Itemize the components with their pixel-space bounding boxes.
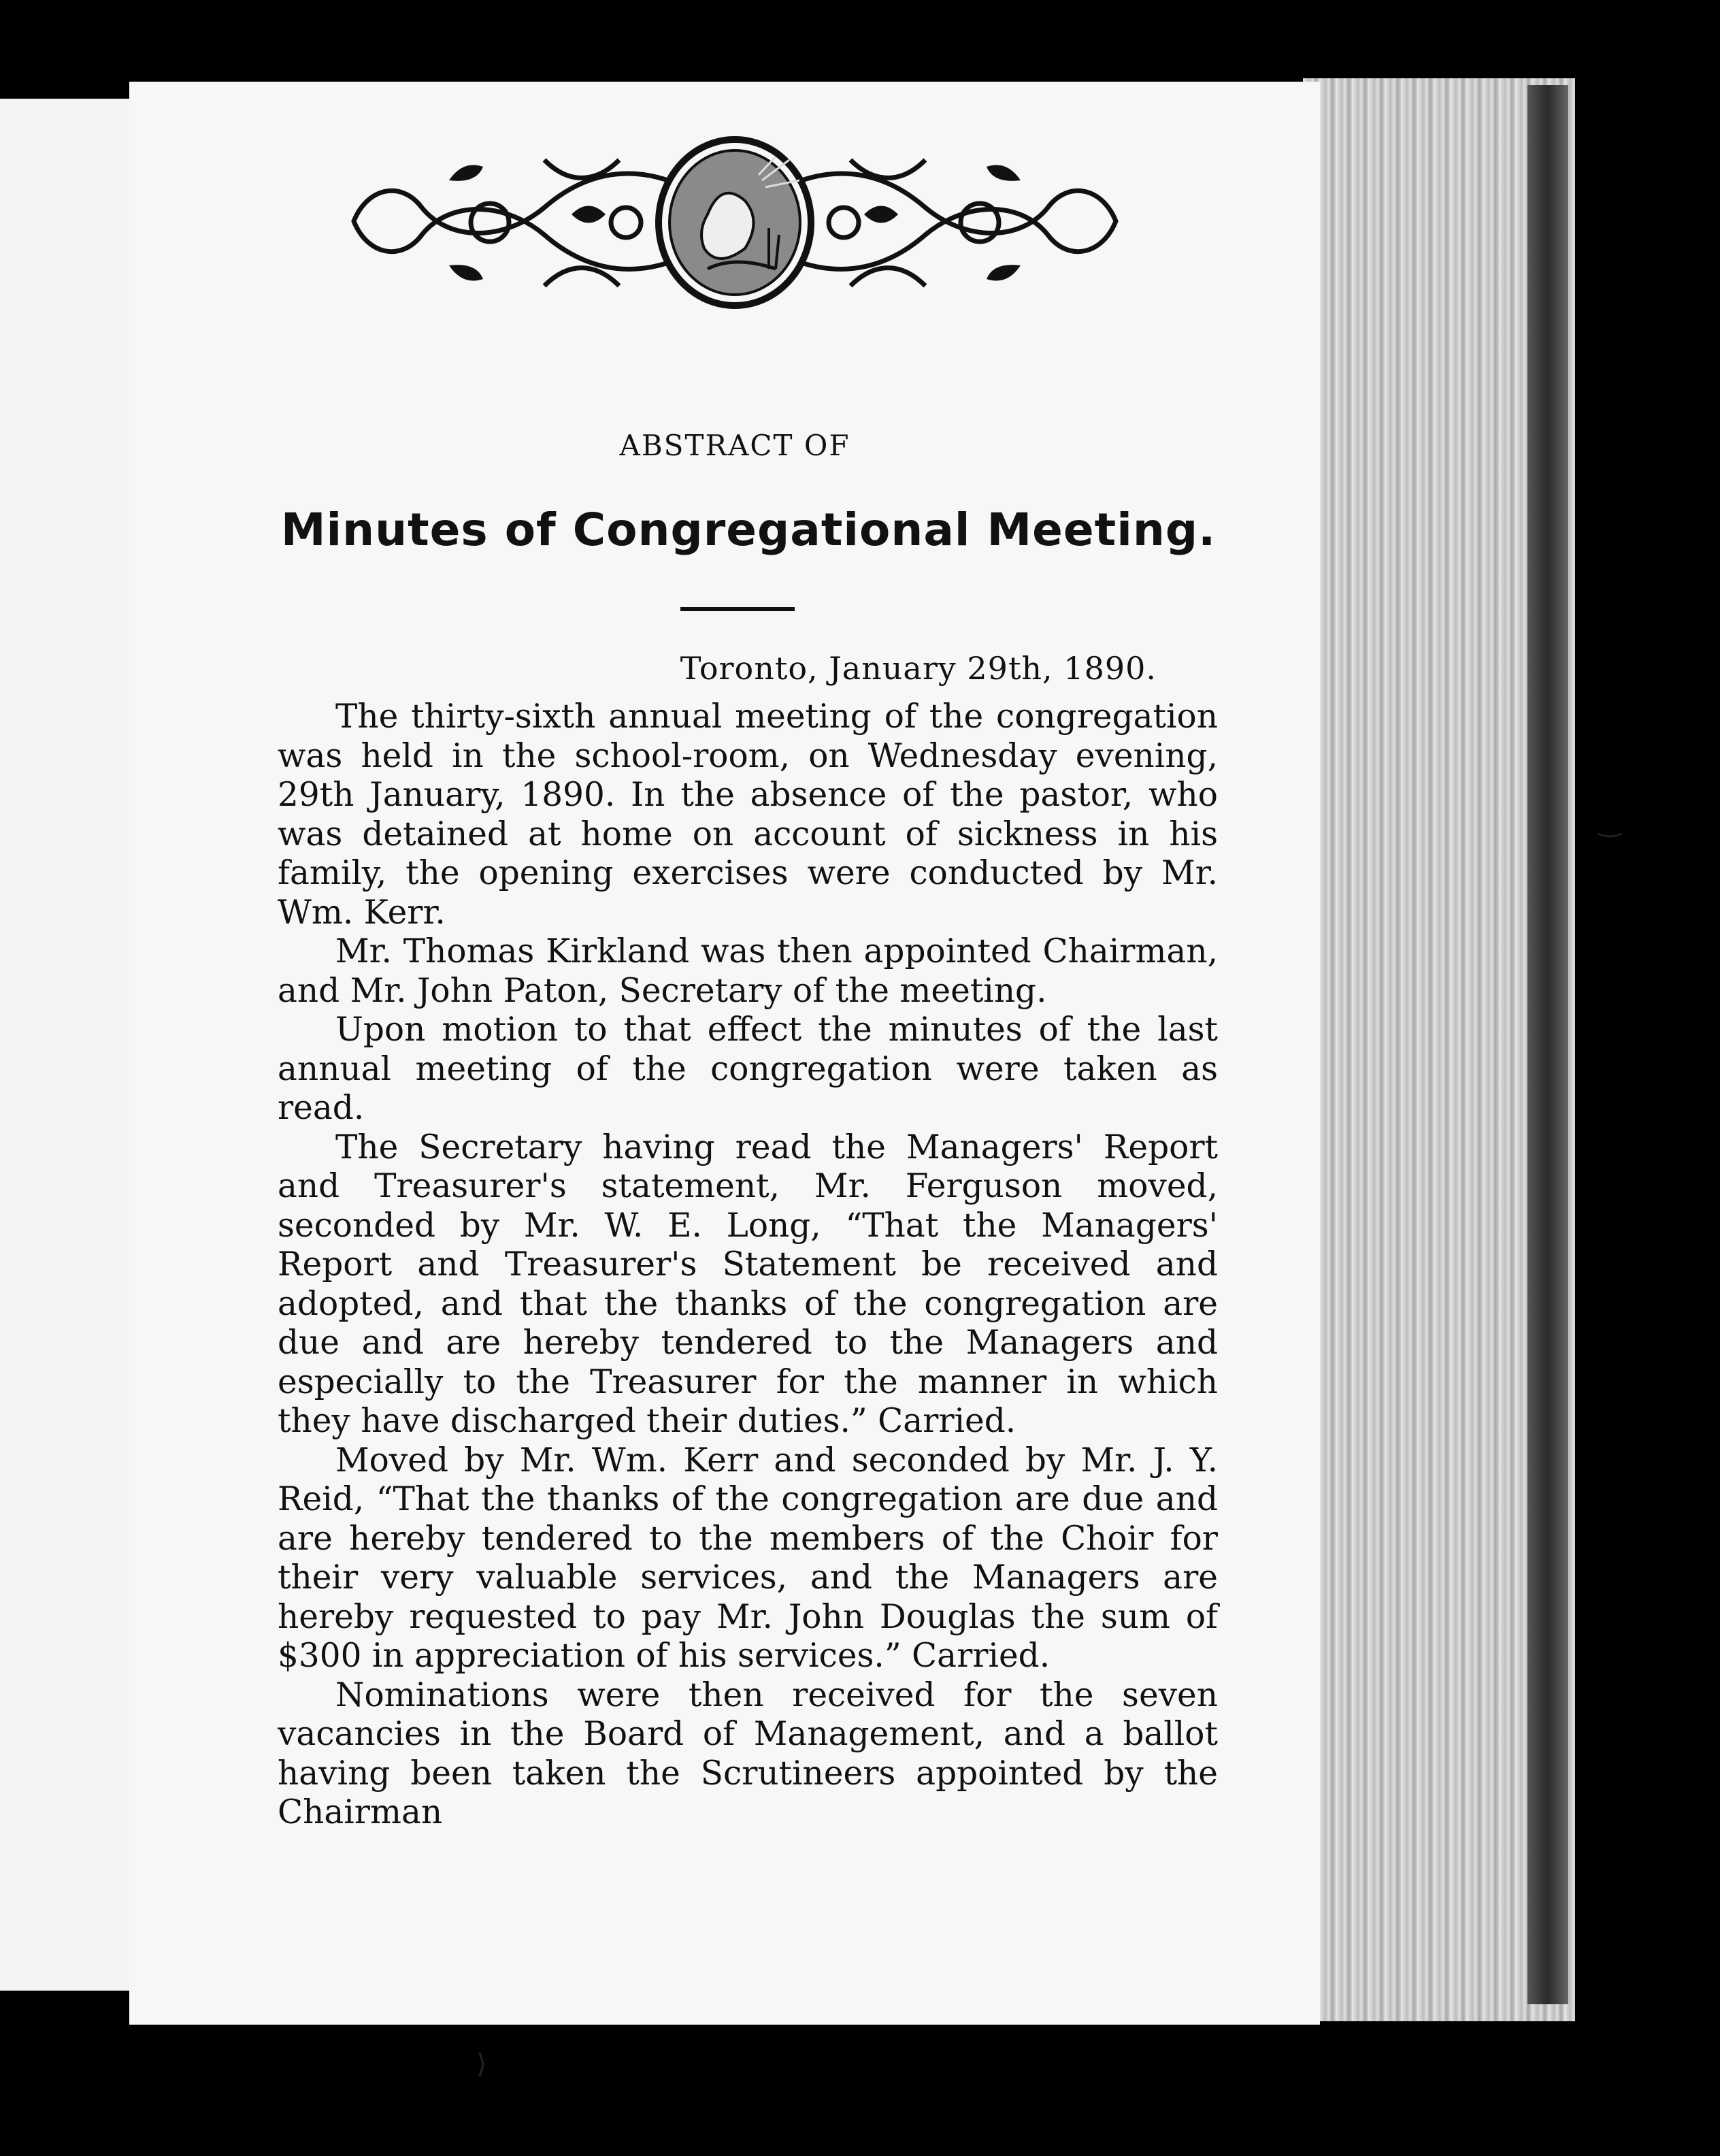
paragraph-nominations: Nominations were then received for the seven vacancies in the Board of Management, and a ballot having been taken the Scrutineers appointed by the Chairman — [278, 1676, 1218, 1831]
decorative-headpiece-ornament — [340, 133, 1129, 313]
heading-kicker: ABSTRACT OF — [619, 429, 850, 462]
left-facing-page — [0, 99, 142, 1991]
back-cover-edge — [1527, 85, 1568, 2004]
page-block-edges — [1303, 78, 1575, 2021]
paragraph-choir-thanks: Moved by Mr. Wm. Kerr and seconded by Mr. J. Y. Reid, “That the thanks of the congregation are due and are hereby tendered to the members of the Choir for their very valuable services, and the Managers are hereby requested to pay Mr. John Douglas the sum of $300 in appreciation of his services.” Carried. — [278, 1441, 1218, 1675]
paragraph-managers-report: The Secretary having read the Managers' Report and Treasurer's statement, Mr. Ferguson moved, seconded by Mr. W. E. Long, “That the Managers' Report and Treasurer's Statement be received and adopted, and that the thanks of the congregation are due and are hereby tendered to the Managers and especially to the Treasurer for the manner in which they have discharged their duties.” Carried. — [278, 1128, 1218, 1440]
dateline: Toronto, January 29th, 1890. — [680, 650, 1157, 687]
paragraph-opening: The thirty-sixth annual meeting of the congregation was held in the school-room, on Wednesday evening, 29th January, 1890. In the absence of the pastor, who was detained at home on account of sickness in his family, the opening exercises were conducted by Mr. Wm. Kerr. — [278, 698, 1218, 932]
paragraph-minutes-read: Upon motion to that effect the minutes of the last annual meeting of the congregation were taken as read. — [278, 1011, 1218, 1127]
paragraph-appointment: Mr. Thomas Kirkland was then appointed Chairman, and Mr. John Paton, Secretary of the meeting. — [278, 932, 1218, 1010]
title-rule — [680, 607, 795, 611]
page-title: Minutes of Congregational Meeting. — [280, 504, 1217, 556]
minutes-body — [278, 698, 1218, 1833]
